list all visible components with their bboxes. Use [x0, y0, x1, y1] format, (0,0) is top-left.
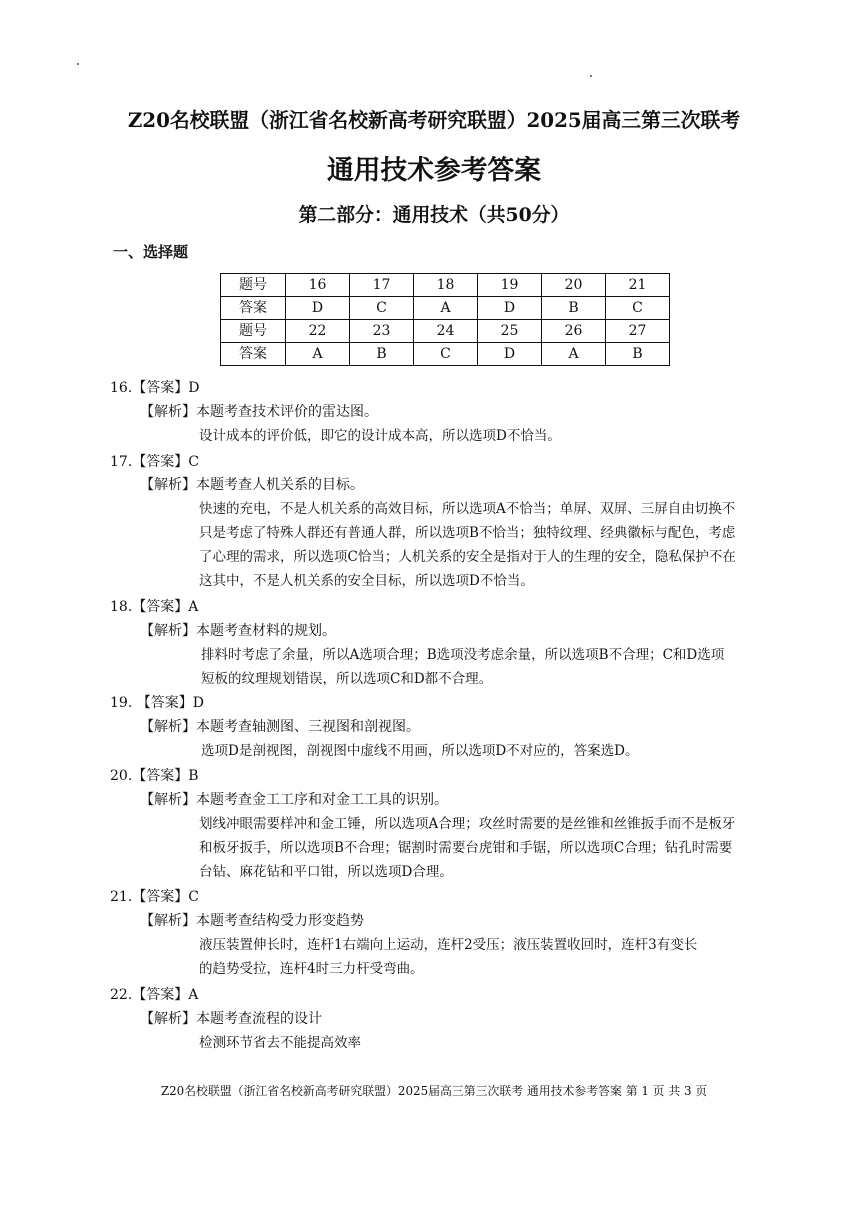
analysis-title-20: 【解析】本题考查金工工序和对金工工具的识别。 — [140, 792, 448, 808]
table-cell: 25 — [478, 320, 542, 343]
table-cell: 21 — [606, 274, 670, 297]
scan-speck — [590, 75, 592, 77]
table-row — [221, 274, 670, 297]
table-cell: 答案 — [221, 297, 286, 320]
table-cell: A — [286, 343, 350, 366]
analysis-title-19: 【解析】本题考查轴测图、三视图和剖视图。 — [140, 719, 420, 735]
document-subtitle: 通用技术参考答案 — [326, 155, 541, 186]
table-cell: C — [606, 297, 670, 320]
analysis-text-line: 液压装置伸长时，连杆1右端向上运动，连杆2受压；液压装置收回时，连杆3有变长 — [199, 937, 698, 953]
table-cell: 27 — [606, 320, 670, 343]
analysis-text-line: 快速的充电，不是人机关系的高效目标，所以选项A不恰当；单屏、双屏、三屏自由切换不 — [199, 501, 736, 517]
answer-line-19: 19. 【答案】D — [110, 695, 204, 711]
answer-line-16: 16.【答案】D — [110, 380, 200, 396]
table-cell: 24 — [414, 320, 478, 343]
part-heading: 第二部分：通用技术（共50分） — [298, 204, 570, 226]
analysis-title-18: 【解析】本题考查材料的规划。 — [140, 623, 336, 639]
section-heading: 一、选择题 — [113, 243, 189, 261]
table-row — [221, 297, 670, 320]
analysis-text-line: 选项D是剖视图，剖视图中虚线不用画，所以选项D不对应的，答案选D。 — [201, 743, 639, 759]
table-cell: B — [350, 343, 414, 366]
analysis-text-line: 排料时考虑了余量，所以A选项合理；B选项没考虑余量，所以选项B不合理；C和D选项 — [201, 647, 725, 663]
analysis-title-22: 【解析】本题考查流程的设计 — [140, 1011, 322, 1027]
document-title: Z20名校联盟（浙江省名校新高考研究联盟）2025届高三第三次联考 — [127, 108, 741, 132]
analysis-text-line: 这其中，不是人机关系的安全目标，所以选项D不恰当。 — [199, 573, 534, 589]
table-cell: 答案 — [221, 343, 286, 366]
table-cell: 22 — [286, 320, 350, 343]
analysis-title-16: 【解析】本题考查技术评价的雷达图。 — [140, 404, 378, 420]
answer-line-21: 21.【答案】C — [110, 889, 199, 905]
table-cell: D — [286, 297, 350, 320]
table-cell: A — [414, 297, 478, 320]
analysis-text-line: 检测环节省去不能提高效率 — [199, 1035, 361, 1051]
analysis-title-21: 【解析】本题考查结构受力形变趋势 — [140, 913, 364, 929]
table-row — [221, 320, 670, 343]
table-cell: 19 — [478, 274, 542, 297]
analysis-text-line: 和板牙扳手，所以选项B不合理；锯割时需要台虎钳和手锯，所以选项C合理；钻孔时需要 — [199, 840, 733, 856]
table-cell: 26 — [542, 320, 606, 343]
table-cell: 17 — [350, 274, 414, 297]
analysis-text-line: 台钻、麻花钻和平口钳，所以选项D合理。 — [199, 864, 453, 880]
table-cell: D — [478, 297, 542, 320]
answer-table — [220, 273, 670, 366]
table-cell: D — [478, 343, 542, 366]
answer-line-18: 18.【答案】A — [110, 599, 199, 615]
page-footer: Z20名校联盟（浙江省名校新高考研究联盟）2025届高三第三次联考 通用技术参考答案 第 1 页 共 3 页 — [160, 1084, 708, 1098]
analysis-title-17: 【解析】本题考查人机关系的目标。 — [140, 477, 364, 493]
table-cell: 20 — [542, 274, 606, 297]
scan-speck — [77, 63, 79, 65]
analysis-text-line: 只是考虑了特殊人群还有普通人群，所以选项B不恰当；独特纹理、经典徽标与配色，考虑 — [199, 525, 736, 541]
table-cell: 题号 — [221, 274, 286, 297]
answer-line-17: 17.【答案】C — [110, 454, 199, 470]
table-cell: 23 — [350, 320, 414, 343]
analysis-text-line: 短板的纹理规划错误，所以选项C和D都不合理。 — [201, 671, 493, 687]
analysis-text-line: 的趋势受拉，连杆4时三力杆受弯曲。 — [199, 961, 424, 977]
table-cell: C — [350, 297, 414, 320]
analysis-text-line: 了心理的需求，所以选项C恰当；人机关系的安全是指对于人的生理的安全，隐私保护不在 — [199, 549, 736, 565]
table-cell: A — [542, 343, 606, 366]
table-cell: B — [606, 343, 670, 366]
analysis-text-line: 划线冲眼需要样冲和金工锤，所以选项A合理；攻丝时需要的是丝锥和丝锥扳手而不是板牙 — [199, 816, 736, 832]
table-cell: C — [414, 343, 478, 366]
table-cell: 18 — [414, 274, 478, 297]
table-row — [221, 343, 670, 366]
table-cell: B — [542, 297, 606, 320]
answer-line-20: 20.【答案】B — [110, 768, 199, 784]
table-cell: 16 — [286, 274, 350, 297]
answer-line-22: 22.【答案】A — [110, 987, 199, 1003]
analysis-text-line: 设计成本的评价低，即它的设计成本高，所以选项D不恰当。 — [199, 428, 561, 444]
table-cell: 题号 — [221, 320, 286, 343]
